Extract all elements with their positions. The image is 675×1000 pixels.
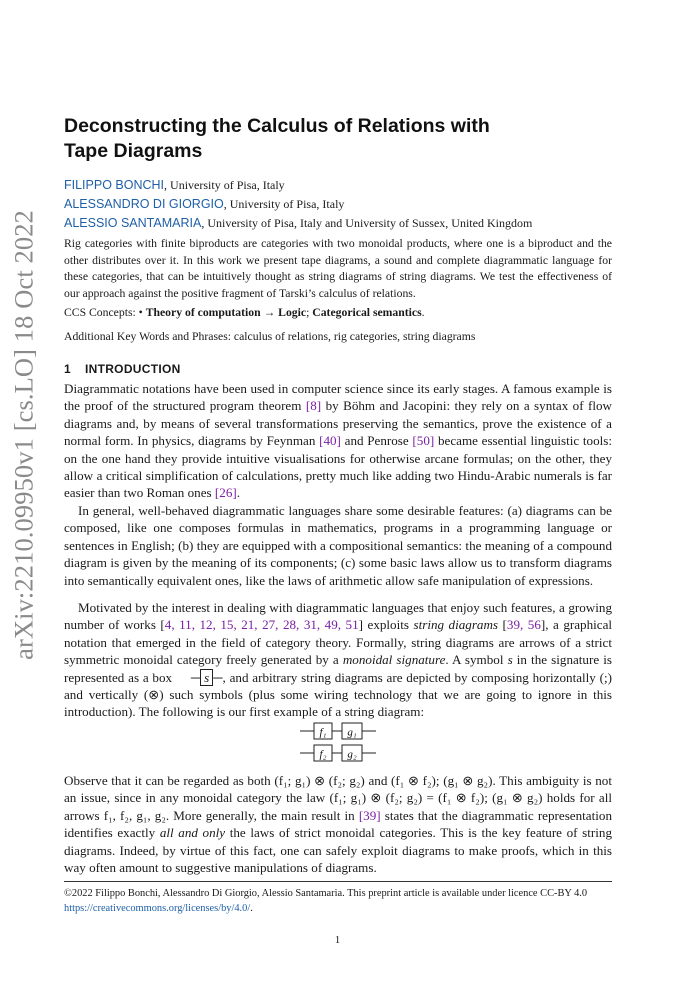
arxiv-id: arXiv:2210.09950v1 [cs.LO] 18 Oct 2022 [8,210,39,660]
citation-link[interactable]: 39, 56 [506,617,541,633]
footnote-rule [64,881,612,882]
keywords: Additional Key Words and Phrases: calculus of relations, rig categories, string diagrams [64,330,476,343]
citation-link[interactable]: [50] [412,433,435,449]
citation-link[interactable]: 4, 11, 12, 15, 21, 27, 28, 31, 49, 51 [164,617,359,633]
arxiv-stamp [0,190,54,680]
section-title: INTRODUCTION [84,362,181,376]
box-f1: f₁ [319,726,327,739]
intro-paragraph-4: Observe that it can be regarded as both (f₁; g₁) ⊗ (f₂; g₂) and (f₁ ⊗ f₂); (g₁ ⊗ g₂). This ambiguity is not an issue, since in any monoidal category the law (f₁; g₁) ⊗ (f₂; g₂) = (f₁ ⊗ f₂); (g₁ ⊗ g₂) holds for all arrows f₁, f₂, g₁, g₂. More generally, the main result in [39] states that the diagrammatic representation identifies exactly all and only the laws of strict monoidal categories. This is the key feature of string diagrams. Indeed, by virtue of this fact, one can safely exploit diagrams to make proofs, which in this way often amount to suggestive manipulations of diagrams. [64,773,612,876]
symbol-box: ─ s ─ [190,669,223,685]
author-affiliation: , University of Pisa, Italy [223,197,345,211]
author-name: ALESSIO SANTAMARIA [64,216,202,230]
author-name: ALESSANDRO DI GIORGIO [64,197,224,211]
box-g1: g₁ [347,726,357,739]
citation-link[interactable]: [8] [305,398,322,414]
abstract: Rig categories with finite biproducts are categories with two monoidal products, where one is a biproduct and the other distributes over it. In this work we present tape diagrams, a sound and complete diagrammatic language for these categories, that can be intuitively thought as string diagrams of string diagrams. We test the effectiveness of our approach against the positive fragment of Tarski’s calculus of relations. [64,237,612,301]
author-list [64,176,532,233]
citation-link[interactable]: [39] [358,807,381,823]
intro-paragraph-3: Motivated by the interest in dealing with diagrammatic languages that enjoy such features, a growing number of works [4, 11, 12, 15, 21, 27, 28, 31, 49, 51] exploits string diagrams [39, 56], a graphical notation that emerged in the field of category theory. Formally, string diagrams are arrows of a strict symmetric monoidal category freely generated by a monoidal signature. A symbol s in the signature is represented as a box ─ s ─, and arbitrary string diagrams are depicted by composing horizontally (;) and vertically (⊗) such symbols (plus some wiring technology that we are going to ignore in this introduction). The following is our first example of a string diagram: [64,600,613,720]
license-footnote: ©2022 Filippo Bonchi, Alessandro Di Giorgio, Alessio Santamaria. This preprint article is available under licence CC-BY 4.0 https://creativecommons.org/licenses/by/4.0/. [64,888,588,914]
citation-link[interactable]: [26] [214,485,237,501]
intro-paragraph-1: Diagrammatic notations have been used in computer science since its early stages. A famous example is the proof of the structured program theorem [8] by Böhm and Jacopini: they rely on a syntax of flow diagrams and, by means of several transformations preserving the semantics, prove the existence of a normal form. In physics, diagrams by Feynman [40] and Penrose [50] became essential linguistic tools: on the one hand they provide intuitive visualisations for otherwise arcane formulas; on the other, they allow a critical simplification of calculations, pretty much like adding two Hindu-Arabic numerals is far easier than two Roman ones [26]. [64,381,613,501]
ccs-concepts: CCS Concepts: • Theory of computation → Logic; Categorical semantics. [64,306,425,319]
box-f2: f₂ [319,748,327,761]
license-link[interactable]: https://creativecommons.org/licenses/by/4.0/ [64,903,251,914]
author-affiliation: , University of Pisa, Italy [164,178,285,192]
author-name: FILIPPO BONCHI [64,178,165,192]
box-g2: g₂ [347,748,357,761]
intro-paragraph-2: In general, well-behaved diagrammatic languages share some desirable features: (a) diagrams can be composed, like one composes formulas in mathematics, programs in a programming language or sentences in English; (b) they are equipped with a compositional semantics: the meaning of a compound diagram is given by the meaning of its components; (c) some basic laws allow us to transform diagrams into semantically equivalent ones, like the laws of arithmetic allow safe manipulation of expressions. [64,503,612,588]
author-entry [64,176,532,195]
string-diagram [300,720,380,764]
author-entry [64,195,532,214]
citation-link[interactable]: [40] [319,433,341,449]
section-number: 1 [64,362,71,376]
author-affiliation: , University of Pisa, Italy and University of Sussex, United Kingdom [201,216,533,230]
page-number: 1 [334,934,341,946]
paper-title: Deconstructing the Calculus of Relations with Tape Diagrams [64,115,490,162]
section-heading [64,362,181,376]
author-entry [64,214,532,233]
